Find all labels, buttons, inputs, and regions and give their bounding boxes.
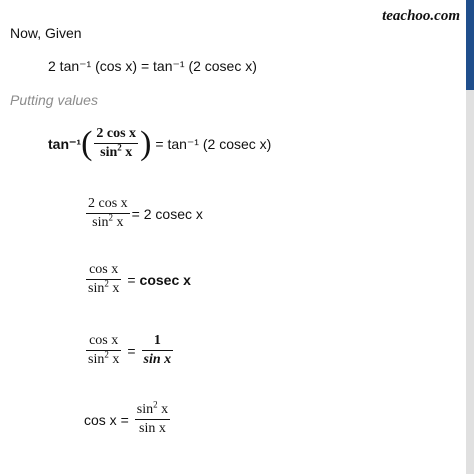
step3-equals: = [127, 271, 136, 288]
step2-numerator: 2 cos x [88, 196, 128, 211]
step1-equation [48, 126, 271, 161]
step1-denominator: $\sin^2 x$ [100, 142, 133, 160]
step3-rhs: cosec x [139, 271, 191, 288]
step5-numerator: $\sin^2 x$ [136, 399, 169, 417]
step2-rhs: = 2 cosec x [131, 205, 203, 222]
step2-equation [84, 196, 203, 231]
step5-lhs: cos x = [84, 411, 129, 428]
step3-equation [84, 262, 191, 297]
right-paren: ) [140, 124, 152, 162]
step5-denominator: sin x [139, 421, 166, 436]
step4-equation [84, 333, 175, 368]
step2-denominator: $\sin^2 x$ [92, 212, 124, 230]
teachoo-logo: teachoo.com [382, 8, 460, 24]
step5-equation [84, 399, 172, 437]
step4-denominator: $\sin^2 x$ [88, 349, 120, 367]
step3-numerator: cos x [89, 262, 119, 277]
fraction-bar [135, 419, 170, 420]
step1-fraction [94, 126, 138, 161]
right-edge-accent [466, 0, 474, 90]
step4-fraction [86, 333, 121, 368]
fraction-bar [142, 350, 174, 351]
step3-denominator: $\sin^2 x$ [88, 278, 120, 296]
step1-numerator: 2 cos x [96, 126, 137, 141]
step4-rhs-denominator: sin x [143, 352, 172, 367]
step4-rhs-fraction [142, 333, 174, 368]
putting-values-label: Putting values [10, 92, 98, 108]
step1-lhs-function: tan⁻¹ [48, 135, 82, 152]
step1-rhs: = tan⁻¹ (2 cosec x) [155, 135, 272, 152]
step4-numerator: cos x [89, 333, 119, 348]
step5-fraction [135, 399, 170, 437]
intro-text: Now, Given [10, 25, 82, 41]
left-paren: ( [81, 124, 93, 162]
step4-equals: = [127, 342, 136, 359]
step2-fraction [86, 196, 130, 231]
step3-fraction [86, 262, 121, 297]
step4-rhs-numerator: 1 [153, 333, 161, 348]
given-equation: 2 tan⁻¹ (cos x) = tan⁻¹ (2 cosec x) [48, 58, 257, 74]
